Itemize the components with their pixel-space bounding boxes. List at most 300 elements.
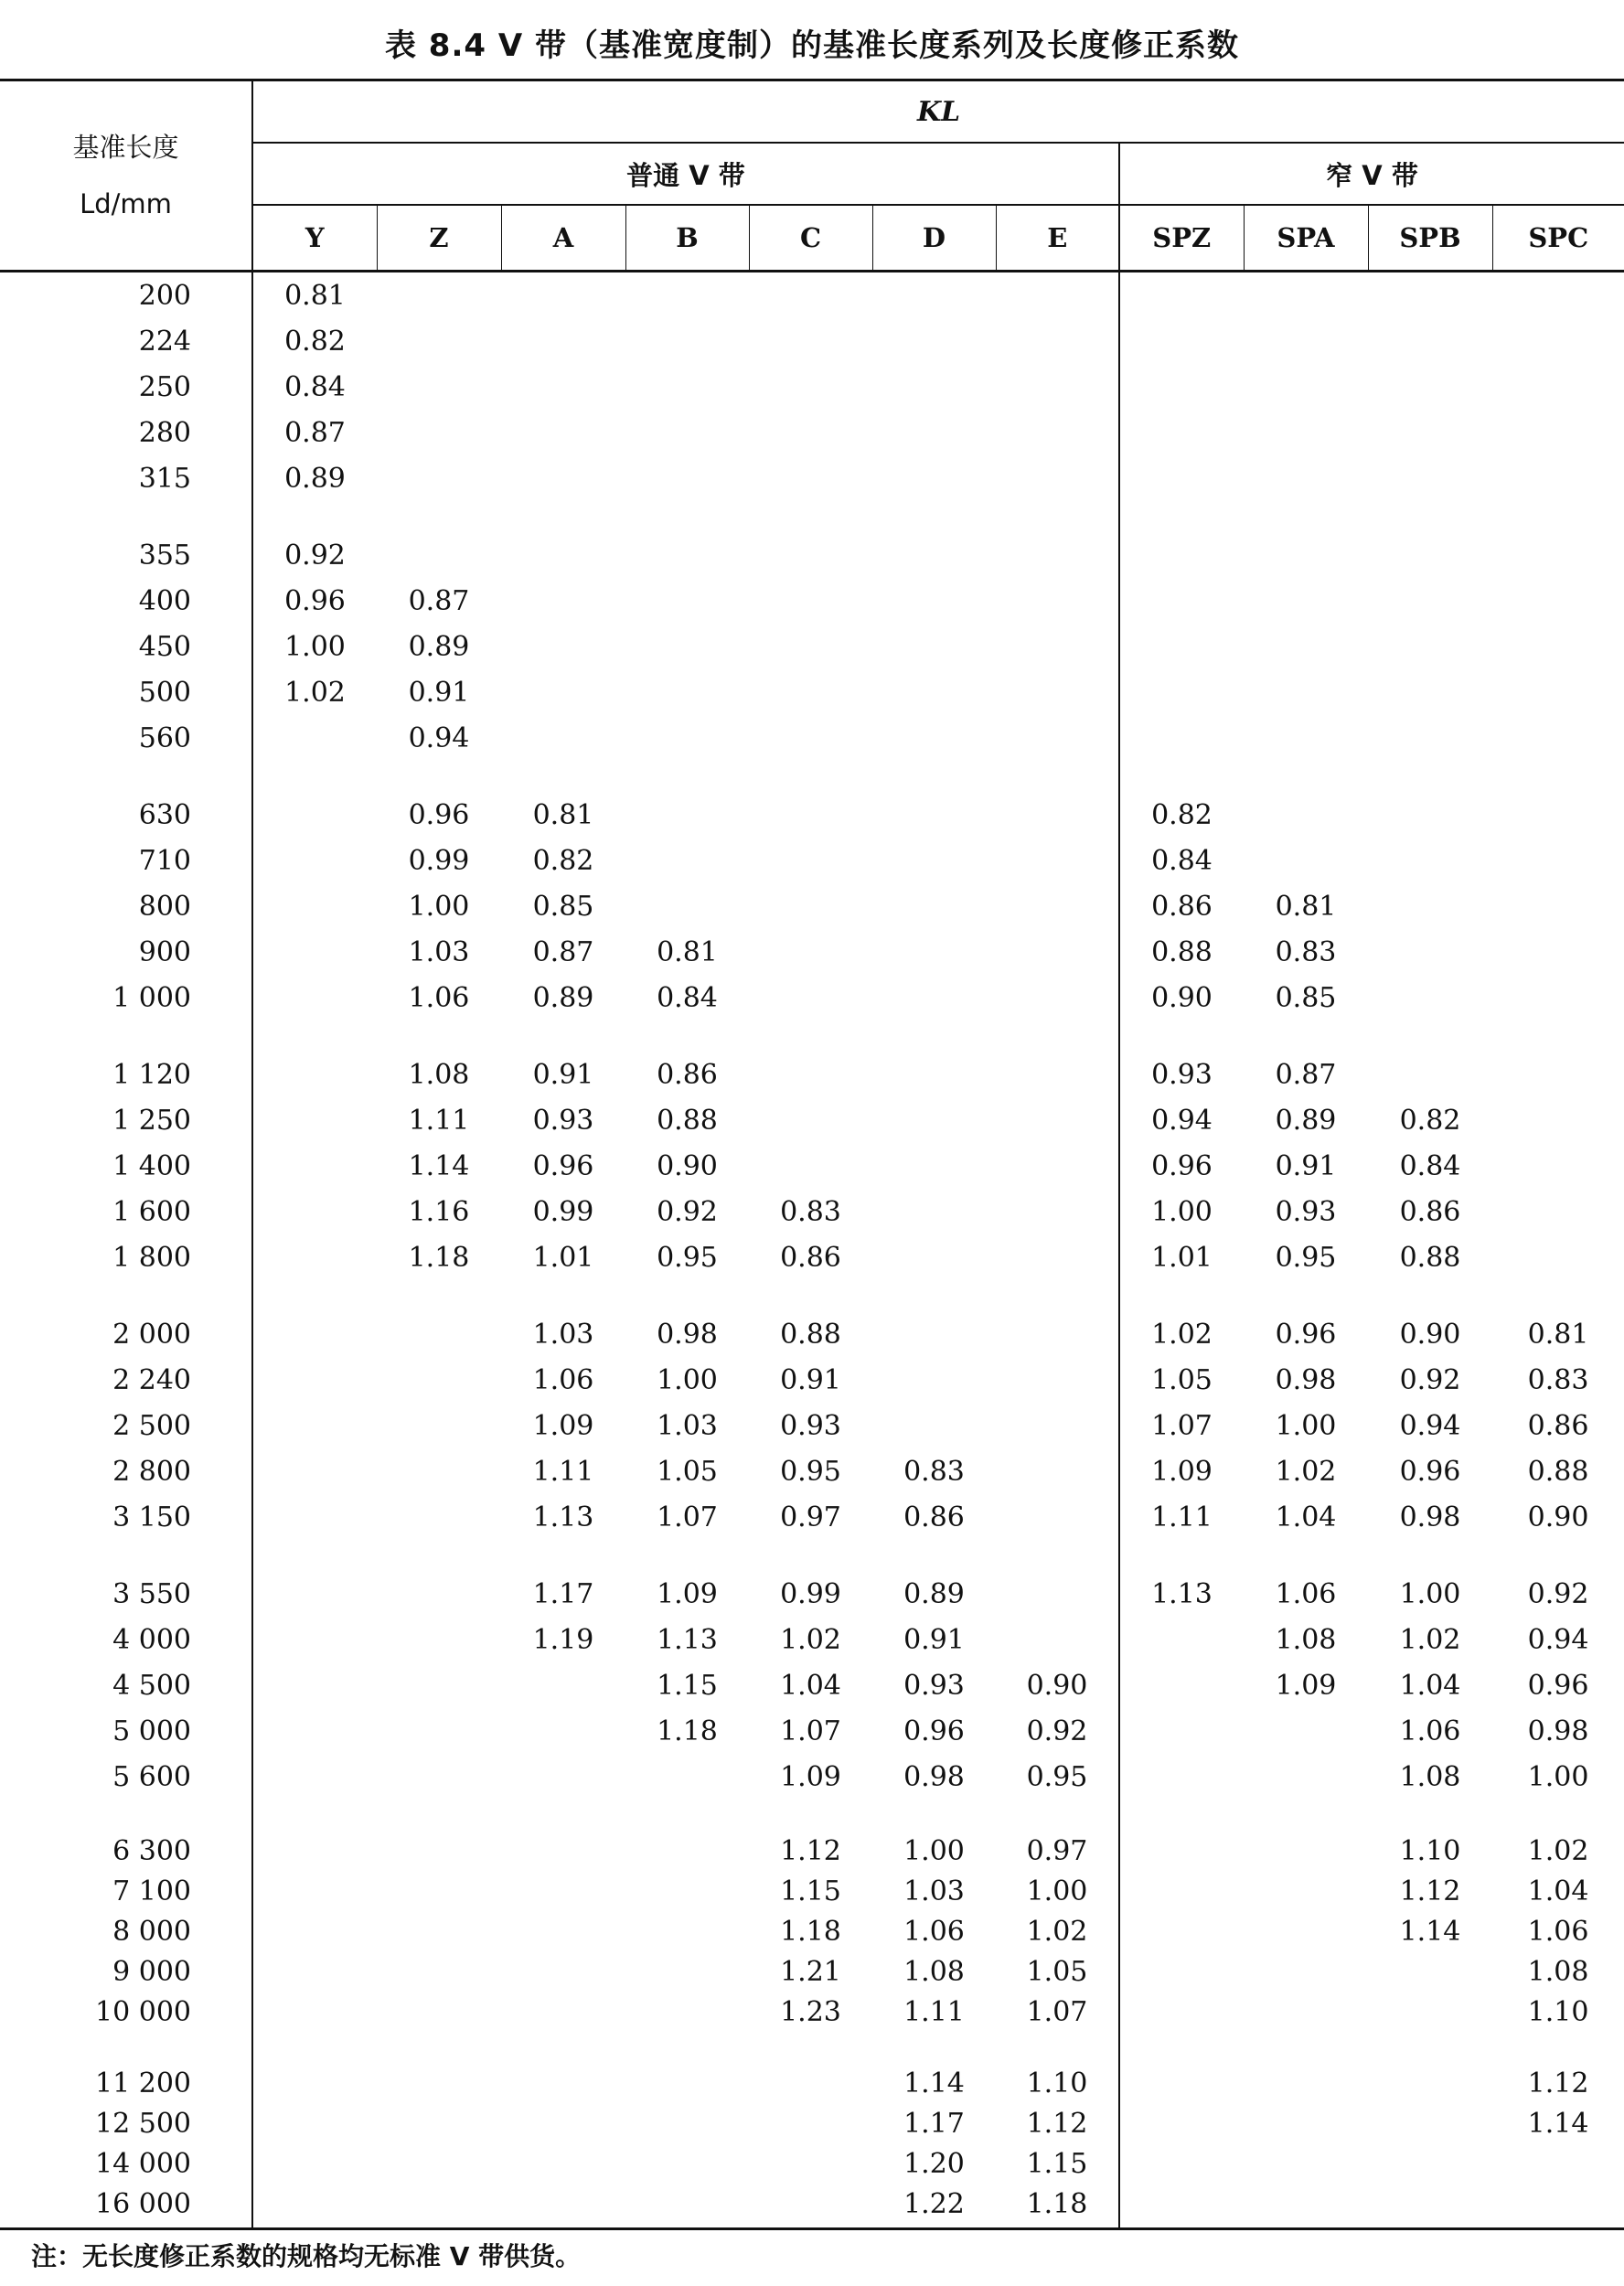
length-cell: 14 000: [0, 2143, 252, 2184]
kl-cell-spa: [1244, 1911, 1368, 1951]
kl-cell-z: [377, 272, 501, 319]
kl-cell-b: [625, 272, 749, 319]
kl-cell-spc: 0.96: [1527, 1669, 1589, 1702]
kl-cell-d: [872, 272, 996, 319]
kl-cell-e: 1.05: [996, 1951, 1119, 1992]
kl-cell-y: [252, 2184, 377, 2229]
kl-cell-e: 1.18: [996, 2184, 1119, 2229]
length-cell: 1 000: [0, 975, 252, 1020]
kl-cell-e: [996, 624, 1119, 669]
kl-cell-z: [377, 1800, 501, 1871]
kl-cell-z: [377, 1662, 501, 1708]
kl-cell-e: [996, 1357, 1119, 1403]
kl-cell-spc: [1492, 318, 1624, 364]
kl-cell-c: [749, 272, 872, 319]
kl-cell-spb: 0.86: [1399, 1195, 1461, 1228]
kl-cell-c: 0.91: [780, 1363, 841, 1396]
kl-cell-spb: [1368, 838, 1492, 883]
kl-cell-e: [996, 883, 1119, 929]
length-cell: 560: [0, 715, 252, 761]
table-row: [0, 1494, 1624, 1540]
kl-cell-a: 0.91: [532, 1058, 594, 1091]
kl-cell-spb: [1368, 410, 1492, 455]
kl-cell-spc: 0.81: [1527, 1318, 1589, 1351]
kl-cell-b: 0.98: [657, 1318, 718, 1351]
kl-cell-spb: [1368, 2184, 1492, 2229]
kl-cell-spa: [1244, 272, 1368, 319]
kl-cell-a: 1.03: [532, 1318, 594, 1351]
kl-cell-d: [872, 1143, 996, 1189]
v-belt-length-table: [0, 79, 1624, 2230]
kl-cell-spa: 0.93: [1275, 1195, 1337, 1228]
kl-header: KL: [252, 80, 1624, 144]
kl-cell-spc: 0.83: [1527, 1363, 1589, 1396]
kl-cell-e: [996, 1097, 1119, 1143]
length-header: [0, 80, 252, 272]
kl-cell-spz: 0.96: [1151, 1149, 1213, 1182]
kl-cell-y: [252, 1143, 377, 1189]
length-cell: 5 000: [0, 1708, 252, 1754]
kl-cell-y: 0.87: [284, 416, 346, 449]
kl-cell-z: 0.89: [408, 630, 470, 663]
length-cell: 400: [0, 578, 252, 624]
kl-cell-c: 0.86: [780, 1241, 841, 1274]
kl-cell-spc: [1492, 761, 1624, 838]
table-row: [0, 1911, 1624, 1951]
table-row: [0, 578, 1624, 624]
kl-cell-z: 1.11: [408, 1104, 470, 1137]
kl-cell-spa: 0.83: [1275, 935, 1337, 968]
kl-cell-z: 0.96: [408, 798, 470, 831]
kl-cell-spz: [1119, 501, 1244, 578]
kl-cell-c: [749, 1097, 872, 1143]
kl-cell-spa: 0.95: [1275, 1241, 1337, 1274]
kl-cell-spz: 0.86: [1151, 890, 1213, 923]
kl-cell-b: [625, 1871, 749, 1911]
kl-cell-y: 1.00: [284, 630, 346, 663]
kl-cell-d: [872, 1280, 996, 1357]
table-row: [0, 1403, 1624, 1448]
kl-cell-y: [252, 838, 377, 883]
kl-cell-c: [749, 715, 872, 761]
kl-cell-spb: 1.08: [1399, 1760, 1461, 1793]
column-header-c: C: [749, 205, 872, 272]
column-header-a: A: [501, 205, 625, 272]
kl-cell-z: [377, 1280, 501, 1357]
kl-cell-spb: [1368, 883, 1492, 929]
kl-cell-y: [252, 1951, 377, 1992]
kl-cell-b: 1.07: [657, 1501, 718, 1533]
kl-cell-z: [377, 1911, 501, 1951]
kl-cell-y: [252, 1708, 377, 1754]
kl-cell-spb: [1368, 624, 1492, 669]
length-cell: 2 500: [0, 1403, 252, 1448]
kl-cell-spa: [1244, 1871, 1368, 1911]
kl-cell-spz: 0.88: [1151, 935, 1213, 968]
kl-cell-c: [749, 838, 872, 883]
kl-cell-a: [501, 410, 625, 455]
kl-cell-a: 0.89: [532, 981, 594, 1014]
kl-cell-e: [996, 318, 1119, 364]
kl-cell-spz: 0.90: [1151, 981, 1213, 1014]
kl-cell-spz: [1119, 1708, 1244, 1754]
kl-cell-spb: [1368, 318, 1492, 364]
kl-cell-spc: [1492, 2184, 1624, 2229]
kl-cell-spb: [1368, 501, 1492, 578]
length-cell: 224: [0, 318, 252, 364]
kl-cell-e: [996, 1234, 1119, 1280]
kl-cell-b: [625, 761, 749, 838]
kl-cell-spc: 1.06: [1527, 1915, 1589, 1948]
table-row: [0, 1617, 1624, 1662]
kl-cell-c: [749, 2032, 872, 2103]
kl-cell-c: 1.12: [780, 1834, 841, 1867]
kl-cell-e: 1.02: [996, 1911, 1119, 1951]
kl-cell-d: 0.91: [903, 1623, 965, 1656]
kl-cell-spz: [1119, 1754, 1244, 1800]
kl-cell-d: [872, 1403, 996, 1448]
kl-cell-b: 1.09: [657, 1577, 718, 1610]
kl-cell-spb: [1368, 455, 1492, 501]
kl-cell-a: [501, 669, 625, 715]
kl-cell-spc: [1492, 455, 1624, 501]
kl-cell-z: 1.06: [408, 981, 470, 1014]
length-cell: 4 500: [0, 1662, 252, 1708]
kl-cell-c: [749, 318, 872, 364]
kl-cell-b: 1.18: [657, 1714, 718, 1747]
kl-cell-d: 1.22: [903, 2187, 965, 2220]
kl-cell-spb: 1.00: [1399, 1577, 1461, 1610]
kl-cell-e: [996, 669, 1119, 715]
kl-cell-c: 0.88: [780, 1318, 841, 1351]
kl-cell-y: [252, 2143, 377, 2184]
kl-cell-d: [872, 975, 996, 1020]
kl-cell-y: [252, 1992, 377, 2032]
kl-cell-z: [377, 2103, 501, 2143]
kl-cell-e: [996, 1020, 1119, 1097]
kl-cell-spz: 1.05: [1151, 1363, 1213, 1396]
table-row: [0, 669, 1624, 715]
kl-cell-d: [872, 761, 996, 838]
kl-cell-z: [377, 1540, 501, 1617]
kl-cell-z: [377, 1951, 501, 1992]
kl-cell-b: 1.00: [657, 1363, 718, 1396]
kl-cell-z: [377, 318, 501, 364]
kl-cell-c: [749, 410, 872, 455]
table-row: [0, 1097, 1624, 1143]
kl-cell-spb: [1368, 578, 1492, 624]
kl-cell-spa: 1.00: [1275, 1409, 1337, 1442]
kl-cell-spb: 1.02: [1399, 1623, 1461, 1656]
kl-cell-b: 1.05: [657, 1455, 718, 1488]
kl-cell-a: [501, 2103, 625, 2143]
length-cell: 1 120: [0, 1020, 252, 1097]
kl-cell-a: 1.09: [532, 1409, 594, 1442]
kl-cell-spb: 0.96: [1399, 1455, 1461, 1488]
length-cell: 4 000: [0, 1617, 252, 1662]
kl-cell-e: [996, 272, 1119, 319]
kl-cell-spc: [1492, 364, 1624, 410]
kl-cell-spa: [1244, 838, 1368, 883]
kl-cell-b: 0.81: [657, 935, 718, 968]
kl-cell-d: 0.98: [903, 1760, 965, 1793]
kl-cell-z: [377, 410, 501, 455]
kl-cell-spz: 1.13: [1151, 1577, 1213, 1610]
table-row: [0, 272, 1624, 319]
kl-cell-z: 1.00: [408, 890, 470, 923]
kl-cell-spb: [1368, 715, 1492, 761]
kl-cell-y: [252, 1403, 377, 1448]
kl-cell-y: [252, 1448, 377, 1494]
kl-cell-y: [252, 1494, 377, 1540]
length-cell: 1 800: [0, 1234, 252, 1280]
kl-cell-c: 0.83: [780, 1195, 841, 1228]
kl-cell-e: [996, 1189, 1119, 1234]
length-cell: 1 250: [0, 1097, 252, 1143]
kl-cell-spb: 0.90: [1399, 1318, 1461, 1351]
kl-cell-spb: 0.84: [1399, 1149, 1461, 1182]
kl-cell-c: [749, 578, 872, 624]
kl-cell-spz: [1119, 2032, 1244, 2103]
kl-cell-spa: [1244, 1951, 1368, 1992]
kl-cell-a: [501, 272, 625, 319]
length-cell: 900: [0, 929, 252, 975]
kl-cell-e: [996, 1617, 1119, 1662]
kl-cell-spa: 0.89: [1275, 1104, 1337, 1137]
kl-cell-spa: [1244, 501, 1368, 578]
table-row: [0, 1280, 1624, 1357]
kl-cell-b: [625, 1911, 749, 1951]
kl-cell-c: [749, 455, 872, 501]
kl-cell-d: [872, 1020, 996, 1097]
table-row: [0, 1234, 1624, 1280]
kl-cell-spa: [1244, 455, 1368, 501]
kl-cell-e: [996, 838, 1119, 883]
length-header-name: 基准长度: [72, 132, 179, 163]
kl-cell-d: 1.17: [903, 2107, 965, 2140]
kl-cell-e: 1.00: [996, 1871, 1119, 1911]
kl-cell-z: 0.94: [408, 721, 470, 754]
kl-cell-d: [872, 883, 996, 929]
kl-cell-z: [377, 501, 501, 578]
kl-cell-spb: [1368, 975, 1492, 1020]
column-header-d: D: [872, 205, 996, 272]
length-cell: 1 600: [0, 1189, 252, 1234]
kl-cell-b: 0.88: [657, 1104, 718, 1137]
kl-cell-a: [501, 1871, 625, 1911]
kl-cell-spz: [1119, 2184, 1244, 2229]
length-cell: 250: [0, 364, 252, 410]
kl-cell-spb: [1368, 1951, 1492, 1992]
kl-cell-y: [252, 1280, 377, 1357]
narrow-v-belt-header: 窄 V 带: [1119, 143, 1624, 205]
kl-cell-a: [501, 624, 625, 669]
kl-cell-b: 0.90: [657, 1149, 718, 1182]
kl-cell-z: 0.91: [408, 676, 470, 709]
kl-cell-spa: [1244, 2032, 1368, 2103]
kl-cell-d: [872, 455, 996, 501]
kl-cell-y: [252, 1020, 377, 1097]
kl-cell-c: 1.04: [780, 1669, 841, 1702]
kl-cell-y: [252, 1357, 377, 1403]
kl-cell-spz: [1119, 715, 1244, 761]
kl-cell-b: 0.84: [657, 981, 718, 1014]
table-row: [0, 1754, 1624, 1800]
table-row: [0, 2184, 1624, 2229]
kl-cell-spc: 1.04: [1527, 1875, 1589, 1907]
kl-cell-d: [872, 318, 996, 364]
kl-cell-a: [501, 455, 625, 501]
kl-cell-a: 1.19: [532, 1623, 594, 1656]
table-row: [0, 318, 1624, 364]
table-row: [0, 715, 1624, 761]
length-cell: 630: [0, 761, 252, 838]
kl-cell-c: [749, 2184, 872, 2229]
kl-cell-spc: 1.02: [1527, 1834, 1589, 1867]
kl-cell-c: [749, 929, 872, 975]
kl-cell-c: [749, 761, 872, 838]
table-row: [0, 1871, 1624, 1911]
length-cell: 11 200: [0, 2032, 252, 2103]
kl-cell-spz: [1119, 1617, 1244, 1662]
kl-cell-spc: 1.12: [1527, 2067, 1589, 2099]
kl-cell-d: [872, 578, 996, 624]
kl-cell-e: [996, 929, 1119, 975]
kl-cell-spz: [1119, 1951, 1244, 1992]
kl-cell-a: 0.81: [532, 798, 594, 831]
kl-cell-c: 0.93: [780, 1409, 841, 1442]
kl-cell-y: [252, 1234, 377, 1280]
kl-cell-spz: [1119, 2143, 1244, 2184]
kl-cell-d: 0.96: [903, 1714, 965, 1747]
kl-cell-spa: [1244, 624, 1368, 669]
length-header-unit: Ld/mm: [80, 188, 172, 219]
kl-cell-b: [625, 455, 749, 501]
common-v-belt-header: 普通 V 带: [252, 143, 1119, 205]
kl-cell-b: [625, 1992, 749, 2032]
kl-cell-spa: [1244, 1708, 1368, 1754]
kl-cell-c: [749, 1143, 872, 1189]
kl-cell-spb: 1.14: [1399, 1915, 1461, 1948]
kl-cell-spz: [1119, 410, 1244, 455]
kl-cell-spb: 0.94: [1399, 1409, 1461, 1442]
kl-cell-c: 1.21: [780, 1955, 841, 1988]
kl-cell-spb: 0.82: [1399, 1104, 1461, 1137]
kl-cell-b: [625, 838, 749, 883]
kl-cell-a: 0.85: [532, 890, 594, 923]
kl-cell-spa: [1244, 364, 1368, 410]
kl-cell-z: [377, 1357, 501, 1403]
kl-cell-spz: [1119, 1992, 1244, 2032]
kl-cell-e: 0.97: [996, 1800, 1119, 1871]
kl-cell-spa: [1244, 1992, 1368, 2032]
kl-cell-spb: [1368, 1992, 1492, 2032]
kl-cell-spa: [1244, 715, 1368, 761]
kl-cell-spb: [1368, 2143, 1492, 2184]
kl-cell-d: 0.93: [903, 1669, 965, 1702]
kl-cell-spa: [1244, 318, 1368, 364]
kl-cell-spz: [1119, 1800, 1244, 1871]
table-row: [0, 929, 1624, 975]
kl-cell-a: [501, 364, 625, 410]
kl-cell-e: [996, 578, 1119, 624]
kl-cell-z: [377, 2184, 501, 2229]
table-row: [0, 1800, 1624, 1871]
kl-cell-spa: 1.04: [1275, 1501, 1337, 1533]
kl-cell-z: [377, 1494, 501, 1540]
kl-cell-spa: 0.81: [1275, 890, 1337, 923]
kl-cell-e: 1.07: [996, 1992, 1119, 2032]
table-row: [0, 883, 1624, 929]
kl-cell-c: [749, 975, 872, 1020]
kl-cell-a: 1.17: [532, 1577, 594, 1610]
kl-cell-a: [501, 578, 625, 624]
table-row: [0, 1540, 1624, 1617]
table-row: [0, 364, 1624, 410]
kl-cell-z: 1.16: [408, 1195, 470, 1228]
kl-cell-d: [872, 1097, 996, 1143]
length-cell: 800: [0, 883, 252, 929]
kl-cell-z: 1.03: [408, 935, 470, 968]
kl-cell-c: [749, 1020, 872, 1097]
kl-cell-spz: 0.93: [1151, 1058, 1213, 1091]
kl-cell-spc: 0.94: [1527, 1623, 1589, 1656]
column-header-z: Z: [377, 205, 501, 272]
kl-cell-e: [996, 1494, 1119, 1540]
kl-cell-spa: [1244, 761, 1368, 838]
kl-cell-spc: 1.10: [1527, 1995, 1589, 2028]
kl-cell-y: 0.92: [284, 539, 346, 572]
length-cell: 200: [0, 272, 252, 319]
kl-cell-z: [377, 1754, 501, 1800]
kl-cell-spa: [1244, 1800, 1368, 1871]
kl-cell-c: [749, 2143, 872, 2184]
kl-cell-b: [625, 883, 749, 929]
length-cell: 8 000: [0, 1911, 252, 1951]
kl-cell-spc: [1492, 501, 1624, 578]
kl-cell-spb: 0.92: [1399, 1363, 1461, 1396]
kl-cell-b: [625, 1754, 749, 1800]
kl-cell-spa: [1244, 669, 1368, 715]
kl-cell-spz: 1.09: [1151, 1455, 1213, 1488]
kl-cell-spc: [1492, 1020, 1624, 1097]
table-row: [0, 2143, 1624, 2184]
kl-cell-y: [252, 1871, 377, 1911]
kl-cell-spz: [1119, 272, 1244, 319]
kl-cell-spc: 1.08: [1527, 1955, 1589, 1988]
kl-cell-spz: [1119, 578, 1244, 624]
kl-cell-c: 1.02: [780, 1623, 841, 1656]
kl-cell-spz: 0.82: [1151, 798, 1213, 831]
kl-cell-z: [377, 455, 501, 501]
kl-cell-b: 0.86: [657, 1058, 718, 1091]
kl-cell-d: [872, 364, 996, 410]
kl-cell-y: 0.96: [284, 584, 346, 617]
kl-cell-spc: 0.88: [1527, 1455, 1589, 1488]
kl-cell-spz: [1119, 1871, 1244, 1911]
kl-cell-spb: [1368, 669, 1492, 715]
kl-cell-a: [501, 1708, 625, 1754]
kl-cell-e: 0.92: [996, 1708, 1119, 1754]
kl-cell-a: 0.82: [532, 844, 594, 877]
kl-cell-a: [501, 1800, 625, 1871]
length-cell: 2 240: [0, 1357, 252, 1403]
kl-cell-a: 1.01: [532, 1241, 594, 1274]
kl-cell-c: [749, 2103, 872, 2143]
kl-cell-spc: [1492, 2143, 1624, 2184]
column-header-y: Y: [252, 205, 377, 272]
kl-cell-b: [625, 2143, 749, 2184]
